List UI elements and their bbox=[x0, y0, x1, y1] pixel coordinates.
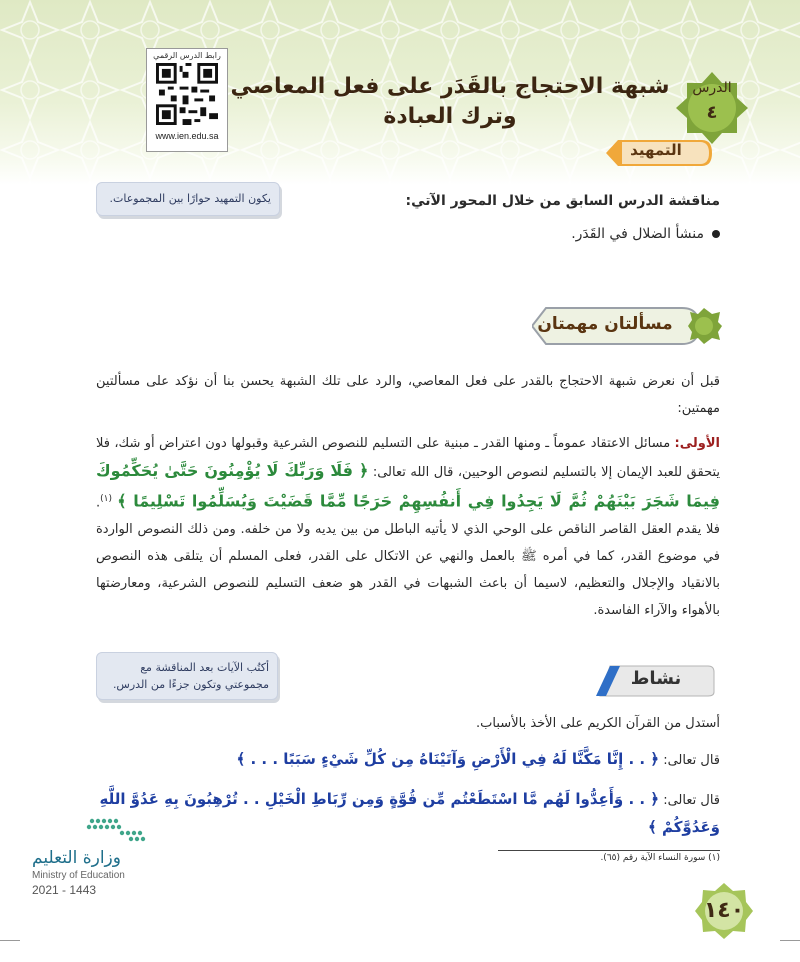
footnote-divider bbox=[498, 850, 720, 851]
first-issue-text: مسائل الاعتقاد عموماً ـ ومنها القدر ـ مبنية على التسليم للنصوص الشرعية وقبولها دون اعتراض أو شك، فلا يتحقق للعبد الإيمان إلا بالتسليم لنصوص الوحيين، قال الله تعالى: bbox=[96, 436, 721, 480]
intro-side-note: يكون التمهيد حوارًا بين المجموعات. bbox=[96, 182, 280, 216]
intro-tag-label: التمهيد bbox=[630, 141, 682, 159]
qr-code-panel[interactable] bbox=[146, 48, 228, 152]
activity-side-note: أكتُب الآيات بعد المناقشة مع مجموعتي وتكون جزءًا من الدرس. bbox=[96, 652, 278, 700]
lesson-label: الدرس bbox=[692, 80, 732, 96]
verse-1-text: ﴿ . . إِنَّا مَكَّنَّا لَهُ فِي الْأَرْضِ وَآتَيْنَاهُ مِن كُلِّ شَيْءٍ سَبَبًا . . . ﴾ bbox=[236, 750, 660, 768]
activity-verse-2 bbox=[96, 786, 720, 842]
section-title: مسألتان مهمتان bbox=[537, 314, 673, 334]
verse-2-text: ﴿ . . وَأَعِدُّوا لَهُم مَّا اسْتَطَعْتُم مِّن قُوَّةٍ وَمِن رِّبَاطِ الْخَيْلِ . . تُرْهِبُونَ بِهِ عَدُوَّ اللَّهِ وَعَدُوَّكُمْ ﴾ bbox=[99, 790, 720, 836]
paragraph-intro: قبل أن نعرض شبهة الاحتجاج بالقدر على فعل المعاصي، والرد على تلك الشبهة يحسن بنا أن نؤكد على مسألتين مهمتين: bbox=[96, 374, 720, 416]
first-issue-label: الأولى: bbox=[674, 436, 720, 451]
qr-caption: رابط الدرس الرقمي bbox=[153, 51, 221, 60]
crop-mark bbox=[0, 940, 20, 941]
page-number: ١٤٠ bbox=[703, 898, 745, 923]
lesson-title: شبهة الاحتجاج بالقَدَر على فعل المعاصي وترك العبادة bbox=[230, 74, 670, 129]
qr-url[interactable]: www.ien.edu.sa bbox=[155, 131, 219, 141]
quran-verse: ﴿ فَلَا وَرَبِّكَ لَا يُؤْمِنُونَ حَتَّىٰ يُحَكِّمُوكَ فِيمَا شَجَرَ بَيْنَهُمْ ثُمَّ لَا يَجِدُوا فِي أَنفُسِهِمْ حَرَجًا مِّمَّا قَضَيْتَ وَيُسَلِّمُوا تَسْلِيمًا ﴾ bbox=[96, 461, 720, 511]
lesson-number: ٤ bbox=[706, 102, 718, 123]
verse-2-prefix: قال تعالى: bbox=[663, 793, 720, 808]
crop-mark bbox=[780, 940, 800, 941]
footnote-ref[interactable]: (١) bbox=[100, 494, 113, 504]
qr-code-icon[interactable] bbox=[156, 63, 218, 125]
paragraph-first-issue bbox=[96, 430, 720, 624]
activity-verse-1 bbox=[96, 750, 720, 768]
intro-bullet-item bbox=[400, 226, 720, 242]
ministry-name-en: Ministry of Education bbox=[32, 870, 125, 881]
footnote-text: (١) سورة النساء الآية رقم (٦٥). bbox=[600, 853, 720, 863]
verse-1-prefix: قال تعالى: bbox=[663, 753, 720, 768]
activity-instruction: أستدل من القرآن الكريم على الأخذ بالأسباب. bbox=[476, 716, 720, 731]
bullet-text: منشأ الضلال في القَدَر. bbox=[571, 226, 704, 242]
ministry-name-ar: وزارة التعليم bbox=[32, 848, 121, 868]
intro-heading: مناقشة الدرس السابق من خلال المحور الآتي: bbox=[405, 193, 720, 209]
bullet-dot bbox=[712, 230, 720, 238]
activity-title: نشاط bbox=[630, 668, 682, 689]
first-issue-continuation: . فلا يقدم العقل القاصر الناقص على الوحي الذي لا يأتيه الباطل من بين يديه ولا من خلفه. ومن ذلك النصوص الواردة في موضوع القدر، كما في أمره ﷺ بالعمل والنهي عن الاتكال على القدر، فعلى المسلم أن يتلقى هذه النصوص بالانقياد والإجلال والتعظيم، لاسيما أن باعث الشبهات في القدر هو ضعف التسليم للنصوص الشرعية، ومعارضتها بالأهواء والآراء الفاسدة. bbox=[96, 495, 720, 619]
edition-years: 2021 - 1443 bbox=[32, 883, 97, 897]
